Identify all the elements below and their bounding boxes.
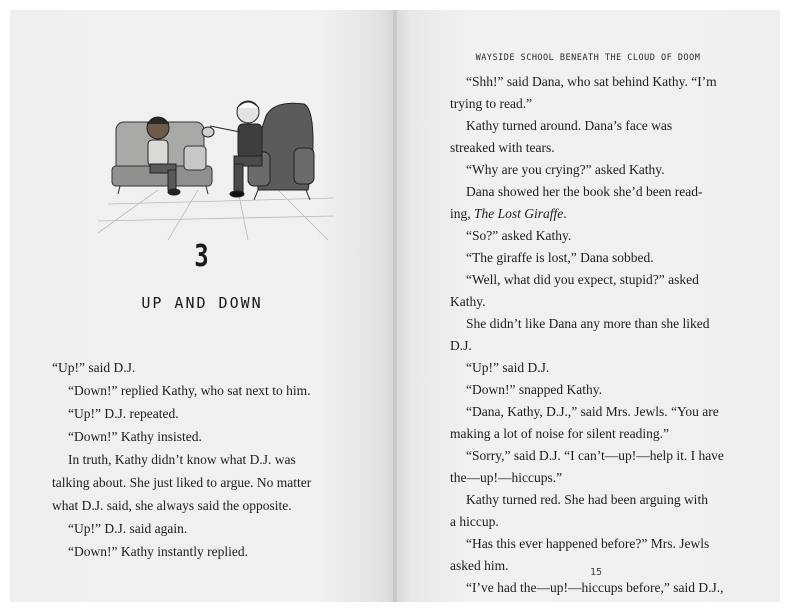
left-line: “Down!” Kathy insisted. [68, 429, 202, 444]
right-line: “Shh!” said Dana, who sat behind Kathy. “I’m [466, 74, 717, 89]
chapter-illustration [98, 86, 334, 240]
right-line: “I’ve had the—up!—hiccups before,” said D.J., [466, 580, 724, 595]
right-line: streaked with tears. [450, 140, 555, 155]
left-line: “Up!” said D.J. [52, 360, 136, 375]
right-line: ing, The Lost Giraffe. [450, 206, 567, 221]
page-number: 15 [589, 567, 603, 578]
left-line: “Down!” Kathy instantly replied. [68, 544, 248, 559]
right-line: “So?” asked Kathy. [466, 228, 572, 243]
right-line: a hiccup. [450, 514, 499, 529]
right-line: Kathy. [450, 294, 486, 309]
right-line: “The giraffe is lost,” Dana sobbed. [466, 250, 654, 265]
right-line: the—up!—hiccups.” [450, 470, 563, 485]
left-line: talking about. She just liked to argue. No matter [52, 475, 312, 490]
right-line: asked him. [450, 558, 509, 573]
left-line: “Up!” D.J. repeated. [68, 406, 179, 421]
right-line: Dana showed her the book she’d been read- [466, 184, 703, 199]
right-line: D.J. [450, 338, 472, 353]
right-line: “Dana, Kathy, D.J.,” said Mrs. Jewls. “You are [466, 404, 719, 419]
chapter-number: 3 [194, 238, 210, 274]
left-line: “Up!” D.J. said again. [68, 521, 188, 536]
right-line: trying to read.” [450, 96, 533, 111]
right-line: making a lot of noise for silent reading.” [450, 426, 669, 441]
right-line: Kathy turned around. Dana’s face was [466, 118, 673, 133]
right-line: “Why are you crying?” asked Kathy. [466, 162, 665, 177]
right-line: “Well, what did you expect, stupid?” asked [466, 272, 699, 287]
right-line: “Has this ever happened before?” Mrs. Jewls [466, 536, 710, 551]
running-head: WAYSIDE SCHOOL BENEATH THE CLOUD OF DOOM [475, 53, 701, 63]
right-line: “Sorry,” said D.J. “I can’t—up!—help it. I have [466, 448, 724, 463]
right-line: “Up!” said D.J. [466, 360, 550, 375]
right-line: “Down!” snapped Kathy. [466, 382, 602, 397]
left-line: what D.J. said, she always said the opposite. [52, 498, 292, 513]
right-line: She didn’t like Dana any more than she liked [466, 316, 710, 331]
left-line: In truth, Kathy didn’t know what D.J. was [68, 452, 296, 467]
book-title-italic: The Lost Giraffe [474, 206, 564, 221]
left-line: “Down!” replied Kathy, who sat next to him. [68, 383, 311, 398]
right-line: Kathy turned red. She had been arguing with [466, 492, 708, 507]
chapter-title: UP AND DOWN [141, 294, 263, 312]
